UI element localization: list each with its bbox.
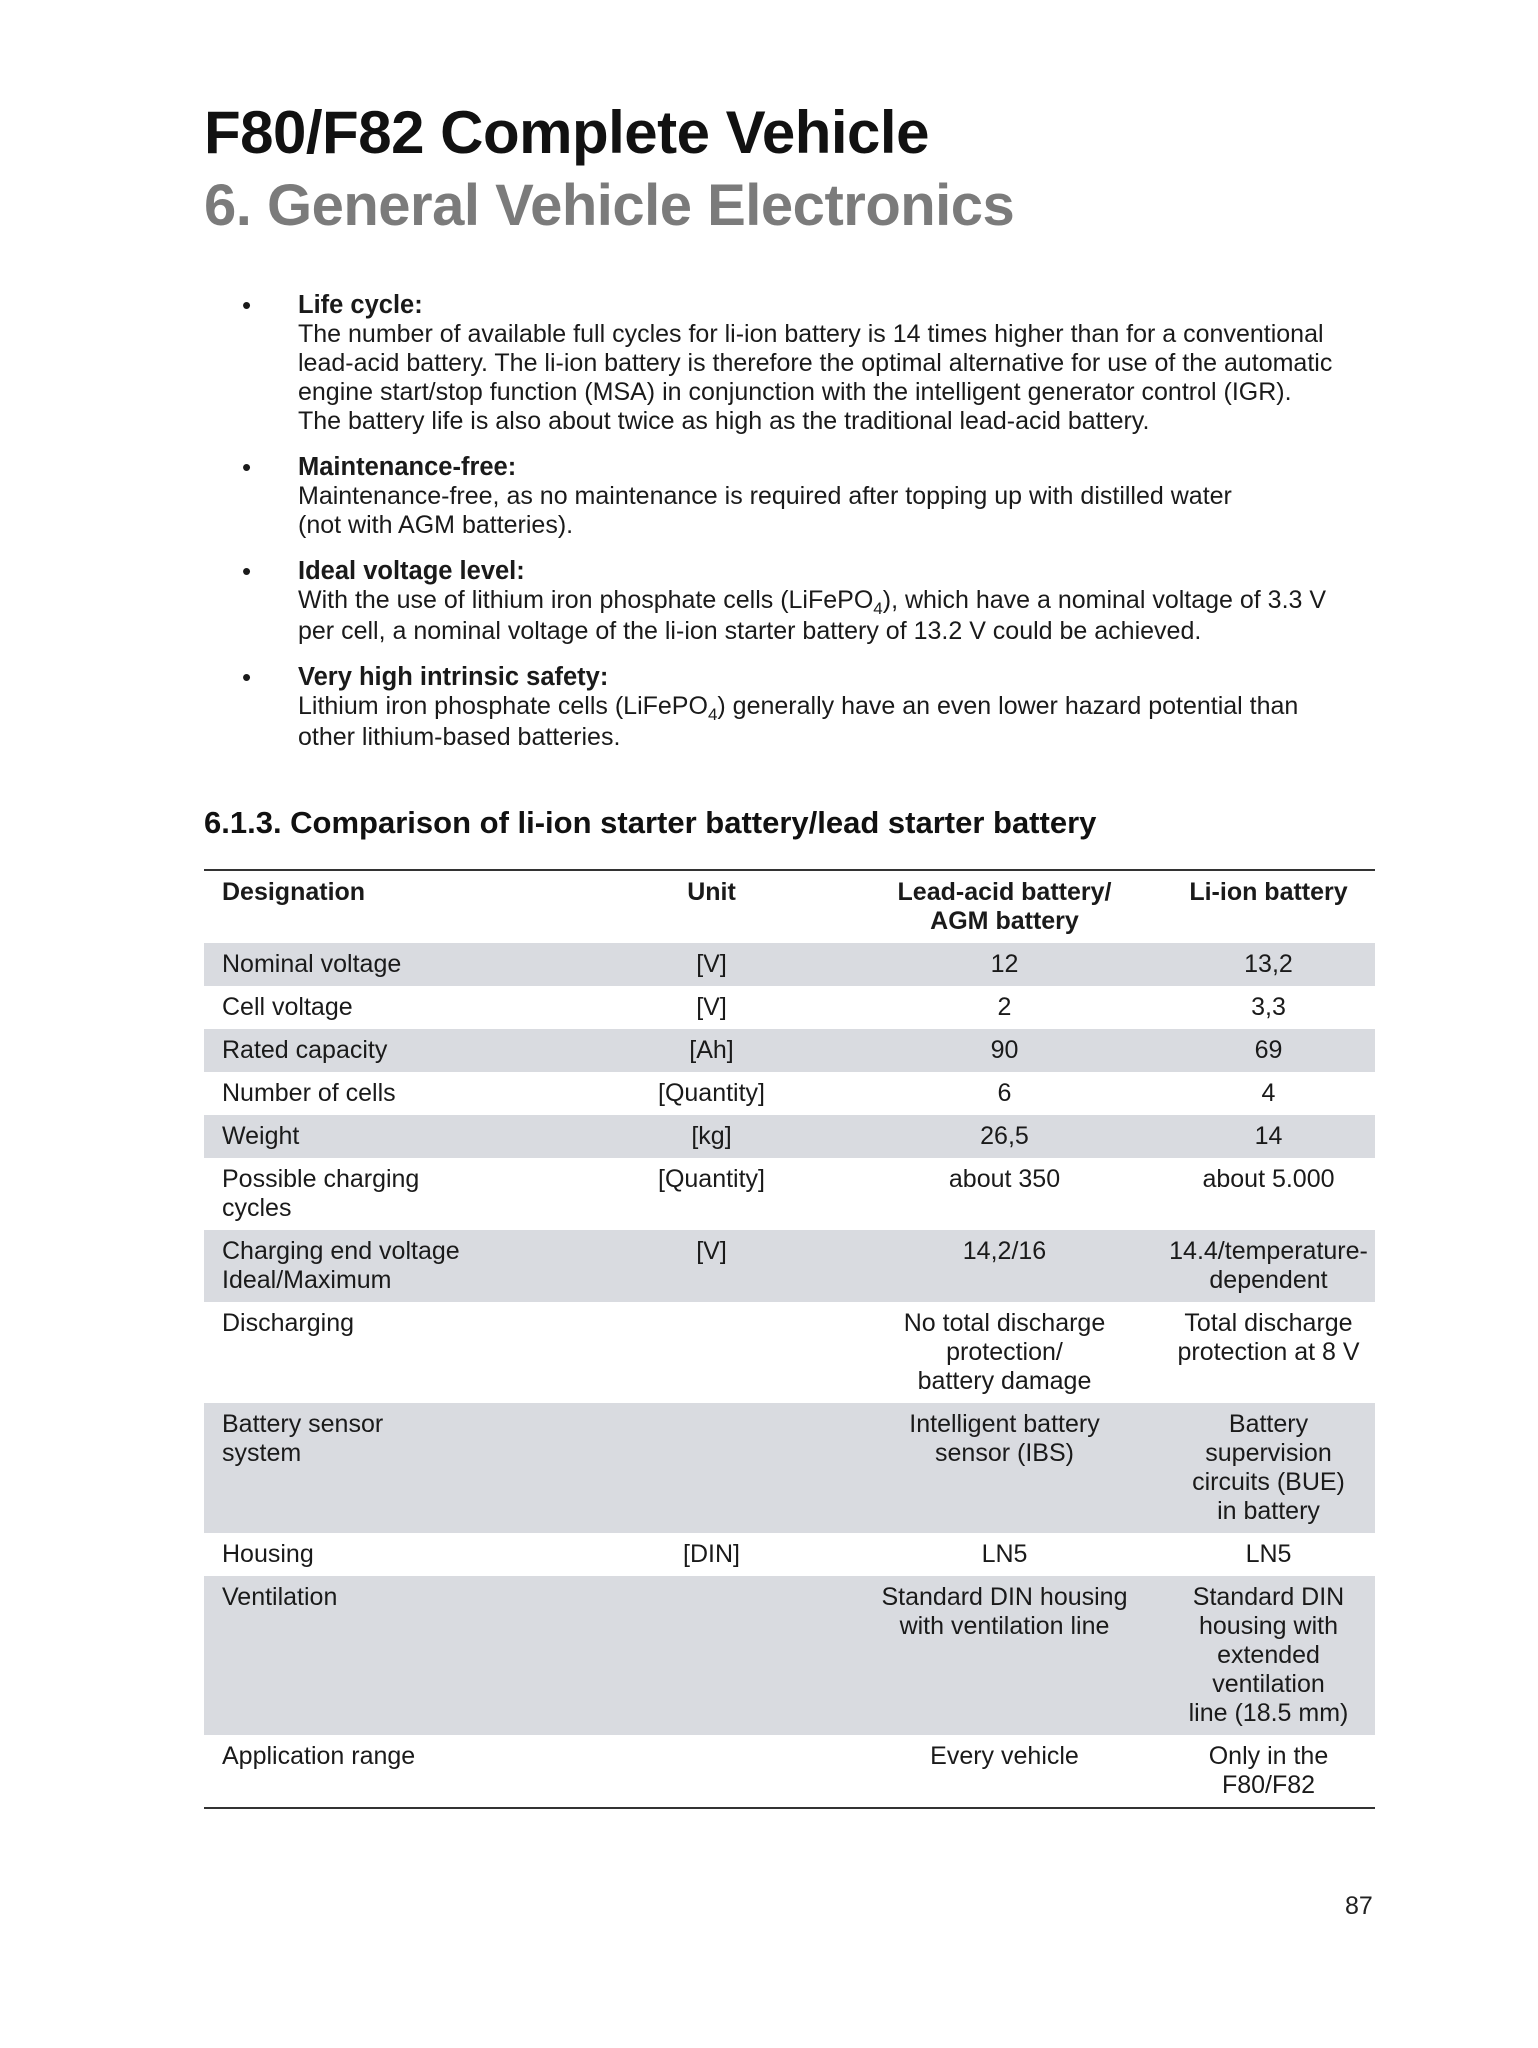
bullet-body bbox=[298, 586, 1390, 646]
table-row bbox=[204, 1735, 1375, 1808]
header-li-ion: Li-ion battery bbox=[1189, 878, 1348, 906]
cell-line: Weight bbox=[222, 1122, 300, 1150]
header-line: AGM battery bbox=[930, 907, 1079, 935]
bullet-dot-icon: • bbox=[242, 662, 252, 692]
bullet-line: (not with AGM batteries). bbox=[298, 511, 574, 539]
cell-line: 14 bbox=[1254, 1122, 1283, 1150]
cell-line: protection at 8 V bbox=[1177, 1338, 1360, 1366]
bullet-line: engine start/stop function (MSA) in conjunction with the intelligent generator control (IGR). bbox=[298, 378, 1292, 406]
cell-line: in battery bbox=[1217, 1497, 1320, 1525]
cell-designation bbox=[204, 943, 576, 986]
cell-lead-acid bbox=[847, 943, 1162, 986]
table-body bbox=[204, 943, 1375, 1808]
cell-designation bbox=[204, 1072, 576, 1115]
cell-line: 90 bbox=[990, 1036, 1019, 1064]
text-segment: Lithium iron phosphate cells (LiFePO bbox=[298, 692, 708, 720]
cell-unit: [kg] bbox=[576, 1115, 847, 1158]
cell-lead-acid bbox=[847, 986, 1162, 1029]
cell-line: Total discharge bbox=[1184, 1309, 1353, 1337]
table-row bbox=[204, 1403, 1375, 1533]
table-row bbox=[204, 1029, 1375, 1072]
table-row bbox=[204, 1302, 1375, 1403]
cell-unit: [V] bbox=[696, 993, 727, 1021]
cell-lead-acid bbox=[847, 1576, 1162, 1735]
chapter-subtitle: 6. General Vehicle Electronics bbox=[204, 173, 1015, 238]
bullet-body bbox=[298, 482, 1390, 540]
cell-li-ion bbox=[1162, 1533, 1375, 1576]
cell-designation bbox=[204, 1576, 576, 1735]
header-designation: Designation bbox=[222, 878, 366, 906]
table-row bbox=[204, 1158, 1375, 1230]
cell-line: Standard DIN housing bbox=[881, 1583, 1128, 1611]
cell-li-ion bbox=[1162, 1302, 1375, 1403]
cell-lead-acid bbox=[847, 1403, 1162, 1533]
bullet-line: lead-acid battery. The li-ion battery is therefore the optimal alternative for use of the automatic bbox=[298, 349, 1333, 377]
bullet-intrinsic-safety bbox=[240, 663, 1390, 752]
cell-line: Only in the F80/F82 bbox=[1208, 1742, 1329, 1799]
cell-line: battery damage bbox=[917, 1367, 1092, 1395]
cell-line: Housing bbox=[222, 1540, 314, 1568]
cell-line: Ventilation bbox=[222, 1583, 338, 1611]
header-unit: Unit bbox=[687, 878, 736, 906]
table-row bbox=[204, 1230, 1375, 1302]
cell-unit: [Ah] bbox=[576, 1029, 847, 1072]
cell-line: 12 bbox=[990, 950, 1019, 978]
cell-line: Ideal/Maximum bbox=[222, 1266, 392, 1294]
bullet-body bbox=[298, 692, 1390, 752]
cell-lead-acid bbox=[847, 1158, 1162, 1230]
header-row bbox=[204, 870, 1375, 943]
cell-line: 3,3 bbox=[1251, 993, 1286, 1021]
table-row bbox=[204, 1576, 1375, 1735]
cell-line: LN5 bbox=[1245, 1540, 1292, 1568]
bullet-line bbox=[298, 692, 1390, 723]
cell-line: system bbox=[222, 1439, 302, 1467]
cell-line: Number of cells bbox=[222, 1079, 396, 1107]
cell-unit: [DIN] bbox=[683, 1540, 740, 1568]
cell-line: protection/ bbox=[946, 1338, 1063, 1366]
cell-designation bbox=[204, 986, 576, 1029]
cell-designation bbox=[204, 1302, 576, 1403]
bullet-dot-icon: • bbox=[242, 290, 252, 320]
table-row bbox=[204, 943, 1375, 986]
cell-li-ion bbox=[1162, 1576, 1375, 1735]
cell-li-ion bbox=[1162, 1735, 1375, 1808]
bullet-line: other lithium-based batteries. bbox=[298, 723, 621, 751]
bullet-dot-icon: • bbox=[242, 556, 252, 586]
cell-line: 2 bbox=[997, 993, 1012, 1021]
cell-line: with ventilation line bbox=[899, 1612, 1110, 1640]
cell-unit bbox=[576, 1302, 847, 1403]
cell-designation bbox=[204, 1230, 576, 1302]
bullet-maintenance-free bbox=[240, 453, 1390, 540]
cell-line: 26,5 bbox=[980, 1122, 1029, 1150]
bullet-heading: Life cycle: bbox=[298, 291, 423, 319]
cell-line: sensor (IBS) bbox=[935, 1439, 1074, 1467]
cell-lead-acid bbox=[847, 1302, 1162, 1403]
cell-line: 14,2/16 bbox=[962, 1237, 1047, 1265]
cell-line: 4 bbox=[1261, 1079, 1276, 1107]
table-row bbox=[204, 1533, 1375, 1576]
cell-li-ion bbox=[1162, 1230, 1375, 1302]
cell-unit bbox=[576, 1403, 847, 1533]
bullet-heading: Ideal voltage level: bbox=[298, 557, 525, 585]
table-row bbox=[204, 986, 1375, 1029]
page-title: F80/F82 Complete Vehicle bbox=[204, 99, 929, 166]
cell-line: Battery sensor bbox=[222, 1410, 384, 1438]
bullet-list bbox=[240, 291, 1390, 769]
cell-line: 13,2 bbox=[1244, 950, 1293, 978]
cell-designation bbox=[204, 1533, 576, 1576]
cell-lead-acid bbox=[847, 1072, 1162, 1115]
text-segment: ), which have a nominal voltage of 3.3 V bbox=[882, 586, 1327, 614]
cell-lead-acid bbox=[847, 1029, 1162, 1072]
cell-unit: [V] bbox=[576, 943, 847, 986]
comparison-table bbox=[204, 869, 1375, 1809]
section-heading: 6.1.3. Comparison of li-ion starter battery/lead starter battery bbox=[204, 805, 1097, 840]
cell-line: Battery bbox=[1228, 1410, 1309, 1438]
cell-line: Every vehicle bbox=[930, 1742, 1079, 1770]
cell-line: housing with bbox=[1199, 1612, 1338, 1640]
cell-lead-acid bbox=[847, 1115, 1162, 1158]
comparison-table-wrapper bbox=[204, 869, 1375, 1809]
cell-line: line (18.5 mm) bbox=[1188, 1699, 1349, 1727]
bullet-dot-icon: • bbox=[242, 452, 252, 482]
cell-line: Cell voltage bbox=[222, 993, 353, 1021]
table-row bbox=[204, 1072, 1375, 1115]
cell-line: Rated capacity bbox=[222, 1036, 388, 1064]
cell-line: Intelligent battery bbox=[909, 1410, 1100, 1438]
cell-designation bbox=[204, 1735, 576, 1808]
cell-li-ion bbox=[1162, 1072, 1375, 1115]
cell-line: 69 bbox=[1254, 1036, 1283, 1064]
bullet-line: The number of available full cycles for li-ion battery is 14 times higher than for a conventional bbox=[298, 320, 1324, 348]
subscript: 4 bbox=[873, 599, 883, 618]
bullet-ideal-voltage bbox=[240, 557, 1390, 646]
cell-lead-acid bbox=[847, 1533, 1162, 1576]
cell-line: about 5.000 bbox=[1202, 1165, 1335, 1193]
bullet-line: The battery life is also about twice as high as the traditional lead-acid battery. bbox=[298, 407, 1150, 435]
cell-line: extended ventilation bbox=[1212, 1641, 1325, 1698]
cell-li-ion bbox=[1162, 986, 1375, 1029]
cell-designation bbox=[204, 1403, 576, 1533]
bullet-line: per cell, a nominal voltage of the li-ion starter battery of 13.2 V could be achieved. bbox=[298, 617, 1202, 645]
cell-unit: [Quantity] bbox=[658, 1165, 765, 1193]
cell-line: cycles bbox=[222, 1194, 292, 1222]
cell-line: Possible charging bbox=[222, 1165, 420, 1193]
cell-designation bbox=[204, 1029, 576, 1072]
cell-line: LN5 bbox=[981, 1540, 1028, 1568]
cell-li-ion bbox=[1162, 1403, 1375, 1533]
cell-designation bbox=[204, 1158, 576, 1230]
text-segment: With the use of lithium iron phosphate cells (LiFePO bbox=[298, 586, 874, 614]
page-number: 87 bbox=[1345, 1892, 1373, 1920]
cell-lead-acid bbox=[847, 1735, 1162, 1808]
cell-line: circuits (BUE) bbox=[1192, 1468, 1345, 1496]
bullet-heading: Very high intrinsic safety: bbox=[298, 663, 609, 691]
cell-line: No total discharge bbox=[903, 1309, 1106, 1337]
cell-unit: [Quantity] bbox=[658, 1079, 765, 1107]
subscript: 4 bbox=[707, 705, 718, 724]
cell-lead-acid bbox=[847, 1230, 1162, 1302]
cell-li-ion bbox=[1162, 1115, 1375, 1158]
cell-line: Discharging bbox=[222, 1309, 355, 1337]
header-lead-acid bbox=[847, 870, 1162, 943]
cell-li-ion bbox=[1162, 1158, 1375, 1230]
cell-line: Standard DIN bbox=[1192, 1583, 1345, 1611]
cell-line: Charging end voltage bbox=[222, 1237, 460, 1265]
table-header bbox=[204, 870, 1375, 943]
cell-line: Application range bbox=[222, 1742, 416, 1770]
bullet-life-cycle bbox=[240, 291, 1390, 436]
cell-line: dependent bbox=[1209, 1266, 1328, 1294]
cell-unit: [V] bbox=[576, 1230, 847, 1302]
header-line: Lead-acid battery/ bbox=[897, 878, 1112, 906]
text-segment: ) generally have an even lower hazard potential than bbox=[717, 692, 1299, 720]
cell-unit bbox=[576, 1576, 847, 1735]
bullet-heading: Maintenance-free: bbox=[298, 453, 517, 481]
cell-line: 6 bbox=[997, 1079, 1012, 1107]
bullet-line: Maintenance-free, as no maintenance is required after topping up with distilled water bbox=[298, 482, 1232, 510]
bullet-line bbox=[298, 586, 1390, 617]
cell-line: supervision bbox=[1205, 1439, 1332, 1467]
cell-li-ion bbox=[1162, 943, 1375, 986]
table-row bbox=[204, 1115, 1375, 1158]
cell-line: 14.4/temperature- bbox=[1169, 1237, 1368, 1265]
cell-line: about 350 bbox=[948, 1165, 1061, 1193]
cell-line: Nominal voltage bbox=[222, 950, 402, 978]
bullet-body bbox=[298, 320, 1390, 436]
cell-li-ion bbox=[1162, 1029, 1375, 1072]
cell-unit bbox=[576, 1735, 847, 1808]
cell-designation bbox=[204, 1115, 576, 1158]
